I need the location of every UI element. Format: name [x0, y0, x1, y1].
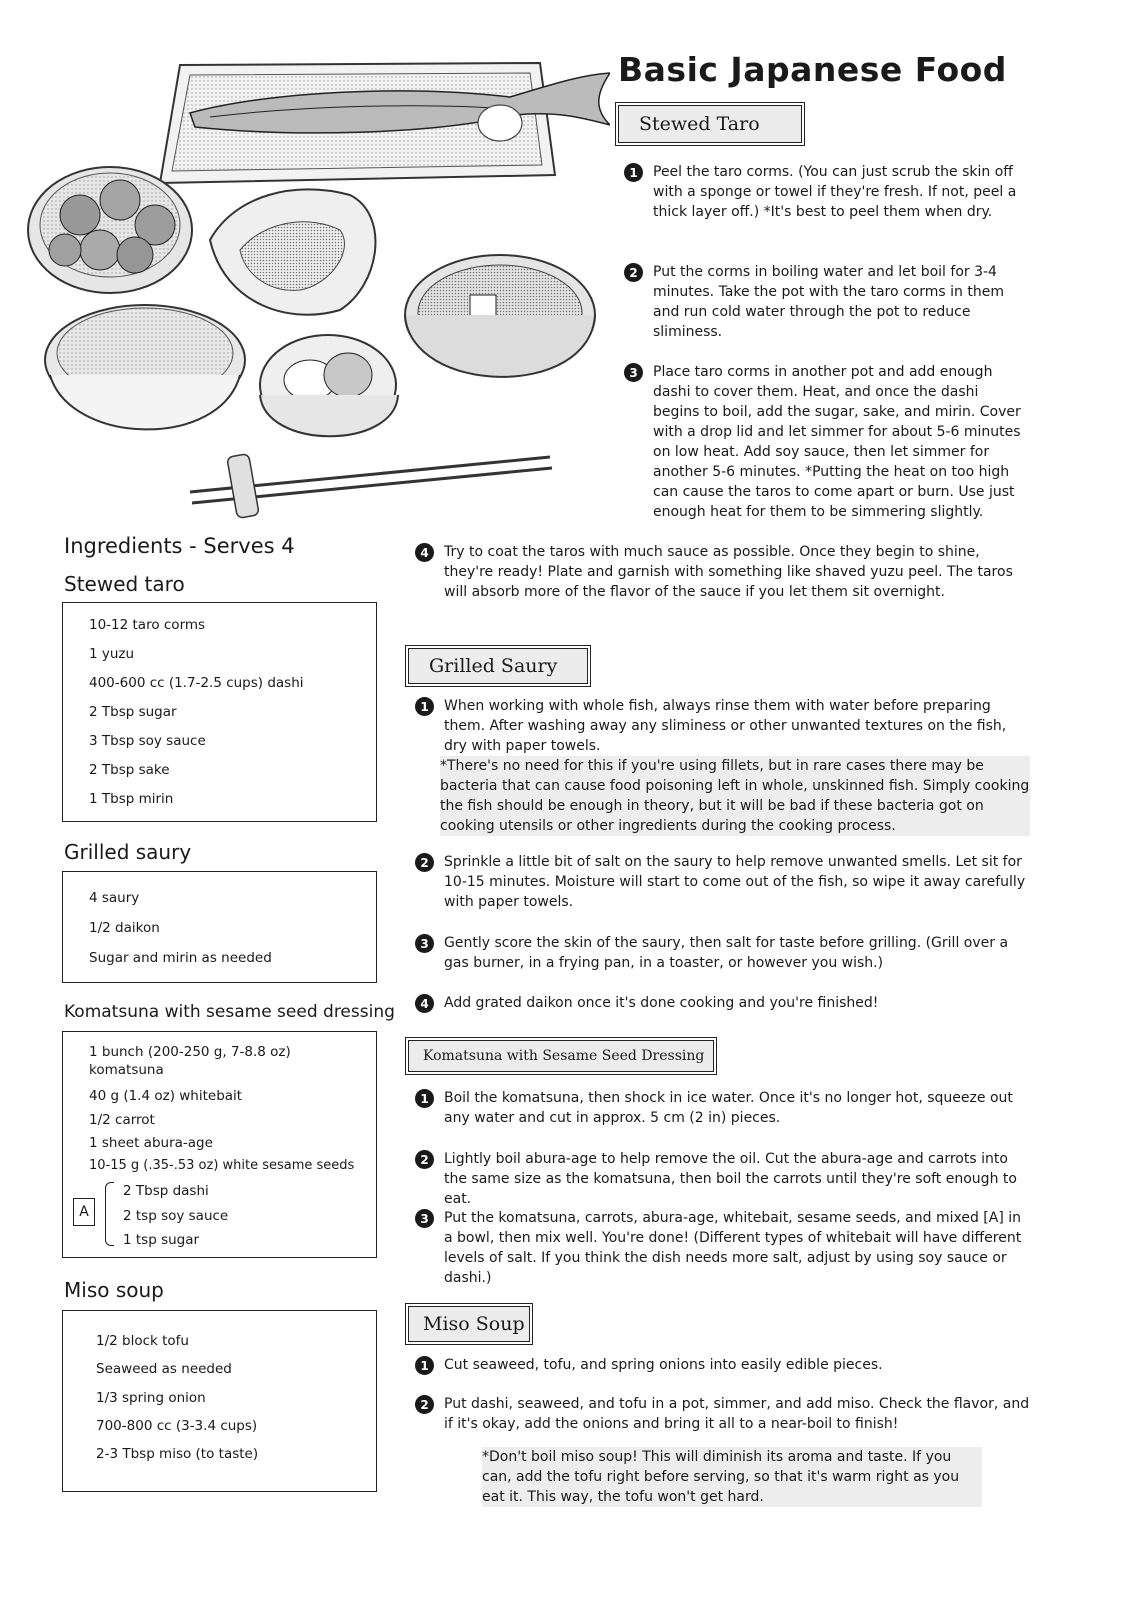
ingredient-item: 10-15 g (.35-.53 oz) white sesame seeds	[89, 1158, 355, 1173]
section-label-komatsuna	[408, 1040, 714, 1072]
step-number: 3	[415, 934, 434, 953]
saury-step-3	[415, 933, 1030, 973]
ingredients-grilled-saury-box	[62, 871, 377, 983]
miso-bowl	[405, 255, 595, 377]
ingredient-item: 1 tsp sugar	[123, 1232, 200, 1248]
komatsuna-step-1	[415, 1088, 1030, 1128]
section-label-miso-soup	[408, 1306, 530, 1342]
section-label-text: Stewed Taro	[639, 113, 760, 135]
step-text: Lightly boil abura-age to help remove the oil. Cut the abura-age and carrots into the same size as the komatsuna, then boil the carrots until they're soft enough to eat.	[444, 1151, 1017, 1207]
ingredient-item: 10-12 taro corms	[89, 617, 206, 633]
step-text: When working with whole fish, always rinse them with water before preparing them. After washing away any sliminess or other unwanted textures on the fish, dry with paper towels.	[444, 698, 1007, 754]
komatsuna-dish	[210, 189, 375, 314]
ingredient-item: 1 Tbsp mirin	[89, 791, 174, 807]
ingredient-item: 2 Tbsp dashi	[123, 1183, 209, 1199]
step-text: Sprinkle a little bit of salt on the saury to help remove unwanted smells. Let sit for 10-15 minutes. Moisture will start to come out of the fish, so wipe it away carefully with paper towels.	[444, 854, 1026, 910]
step-number: 3	[415, 1209, 434, 1228]
ingredients-heading: Ingredients - Serves 4	[64, 534, 295, 558]
step-text: Put dashi, seaweed, and tofu in a pot, simmer, and add miso. Check the flavor, and if it's okay, add the onions and bring it all to a near-boil to finish!	[444, 1396, 1030, 1432]
ingredient-item: 3 Tbsp soy sauce	[89, 733, 206, 749]
ingredient-item: 400-600 cc (1.7-2.5 cups) dashi	[89, 675, 304, 691]
komatsuna-step-3	[415, 1208, 1030, 1288]
step-number: 1	[415, 1089, 434, 1108]
ingredient-item: 1 yuzu	[89, 646, 135, 662]
ingredients-komatsuna-box	[62, 1031, 377, 1258]
ingredient-item: 2 Tbsp sugar	[89, 704, 177, 720]
ingredients-komatsuna-heading: Komatsuna with sesame seed dressing	[64, 1002, 395, 1022]
ingredient-item: 2-3 Tbsp miso (to taste)	[96, 1446, 259, 1462]
ingredient-item: 1 sheet abura-age	[89, 1135, 213, 1151]
step-text: Place taro corms in another pot and add enough dashi to cover them. Heat, and once the dashi begins to boil, add the sugar, sake, and mirin. Cover with a drop lid and let simmer for about 5-6 minutes on low heat. Add soy sauce, then let simmer for another 5-6 minutes. *Putting the heat on too high can cause the taros to come apart or burn. Use just enough heat for them to be simmering slightly.	[653, 364, 1021, 520]
saury-step-4	[415, 993, 1030, 1013]
miso-step-2	[415, 1394, 1030, 1434]
step-number: 2	[415, 1395, 434, 1414]
group-a-label: A	[73, 1198, 95, 1226]
step-text: Peel the taro corms. (You can just scrub the skin off with a sponge or towel if they're fresh. If not, peel a thick layer off.) *It's best to peel them when dry.	[653, 164, 1017, 220]
step-number: 4	[415, 994, 434, 1013]
komatsuna-step-2	[415, 1149, 1030, 1209]
ingredient-item: 700-800 cc (3-3.4 cups)	[96, 1418, 258, 1434]
ingredient-item: Sugar and mirin as needed	[89, 950, 272, 966]
ingredient-item: 1 bunch (200-250 g, 7-8.8 oz)	[89, 1044, 291, 1060]
section-label-text: Grilled Saury	[429, 655, 558, 677]
section-label-text: Miso Soup	[423, 1313, 525, 1335]
ingredient-item: komatsuna	[89, 1062, 164, 1078]
saury-note: *There's no need for this if you're using fillets, but in rare cases there may be bacteria that can cause food poisoning left in whole, unskinned fish. Simply cooking the fish should be enough in theory, but it will be bad if these bacteria got on cooking utensils or other ingredients during the cooking process.	[440, 758, 1030, 834]
step-text: Try to coat the taros with much sauce as possible. Once they begin to shine, they're ready! Plate and garnish with something like shaved yuzu peel. The taros will absorb more of the flavor of the sauce if you let them sit overnight.	[444, 544, 1013, 600]
miso-step-1	[415, 1355, 1030, 1375]
step-text: Put the komatsuna, carrots, abura-age, whitebait, sesame seeds, and mixed [A] in a bowl, then mix well. You're done! (Different types of whitebait will have different levels of salt. If you think the dish needs more salt, adjust by using soy sauce or dashi.)	[444, 1210, 1022, 1286]
step-text: Cut seaweed, tofu, and spring onions into easily edible pieces.	[444, 1357, 883, 1373]
step-text: Boil the komatsuna, then shock in ice water. Once it's no longer hot, squeeze out any water and cut in approx. 5 cm (2 in) pieces.	[444, 1090, 1013, 1126]
taro-step-4	[415, 542, 1020, 602]
ingredients-grilled-saury-heading: Grilled saury	[64, 840, 192, 864]
section-label-text: Komatsuna with Sesame Seed Dressing	[423, 1048, 705, 1064]
step-text: Gently score the skin of the saury, then salt for taste before grilling. (Grill over a gas burner, in a frying pan, in a toaster, or however you wish.)	[444, 935, 1009, 971]
daikon-dish	[260, 335, 398, 436]
ingredient-item: 1/2 carrot	[89, 1112, 155, 1128]
group-a-bracket	[105, 1182, 114, 1246]
step-text: Put the corms in boiling water and let boil for 3-4 minutes. Take the pot with the taro corms in them and run cold water through the pot to reduce sliminess.	[653, 264, 1004, 340]
ingredient-item: 40 g (1.4 oz) whitebait	[89, 1088, 243, 1104]
ingredient-item: 1/2 daikon	[89, 920, 160, 936]
chopsticks	[190, 454, 552, 519]
miso-note: *Don't boil miso soup! This will diminish its aroma and taste. If you can, add the tofu right before serving, so that it's warm right as you eat it. This way, the tofu won't get hard.	[482, 1447, 982, 1507]
ingredients-stewed-taro-heading: Stewed taro	[64, 572, 185, 596]
page-title: Basic Japanese Food	[618, 50, 1007, 89]
ingredient-item: 1/3 spring onion	[96, 1390, 206, 1406]
step-number: 3	[624, 363, 643, 382]
saury-step-1	[415, 696, 1030, 756]
step-number: 2	[415, 1150, 434, 1169]
ingredients-stewed-taro-box	[62, 602, 377, 822]
ingredient-item: Seaweed as needed	[96, 1361, 232, 1377]
section-label-grilled-saury	[408, 648, 588, 684]
section-label-stewed-taro	[618, 105, 802, 143]
fish-plate	[160, 63, 610, 183]
ingredient-item: 2 tsp soy sauce	[123, 1208, 229, 1224]
ingredients-miso-soup-heading: Miso soup	[64, 1278, 164, 1302]
step-number: 2	[624, 263, 643, 282]
step-text: Add grated daikon once it's done cooking and you're finished!	[444, 995, 879, 1011]
step-number: 1	[415, 697, 434, 716]
taro-step-3	[624, 362, 1029, 522]
rice-bowl	[45, 305, 245, 429]
taro-bowl	[28, 167, 192, 293]
saury-step-2	[415, 852, 1030, 912]
meal-illustration	[10, 55, 610, 525]
step-number: 2	[415, 853, 434, 872]
step-number: 4	[415, 543, 434, 562]
ingredient-item: 1/2 block tofu	[96, 1333, 189, 1349]
ingredients-miso-soup-box	[62, 1310, 377, 1492]
ingredient-item: 2 Tbsp sake	[89, 762, 170, 778]
taro-step-2	[624, 262, 1019, 342]
taro-step-1	[624, 162, 1019, 222]
step-number: 1	[415, 1356, 434, 1375]
ingredient-item: 4 saury	[89, 890, 140, 906]
step-number: 1	[624, 163, 643, 182]
